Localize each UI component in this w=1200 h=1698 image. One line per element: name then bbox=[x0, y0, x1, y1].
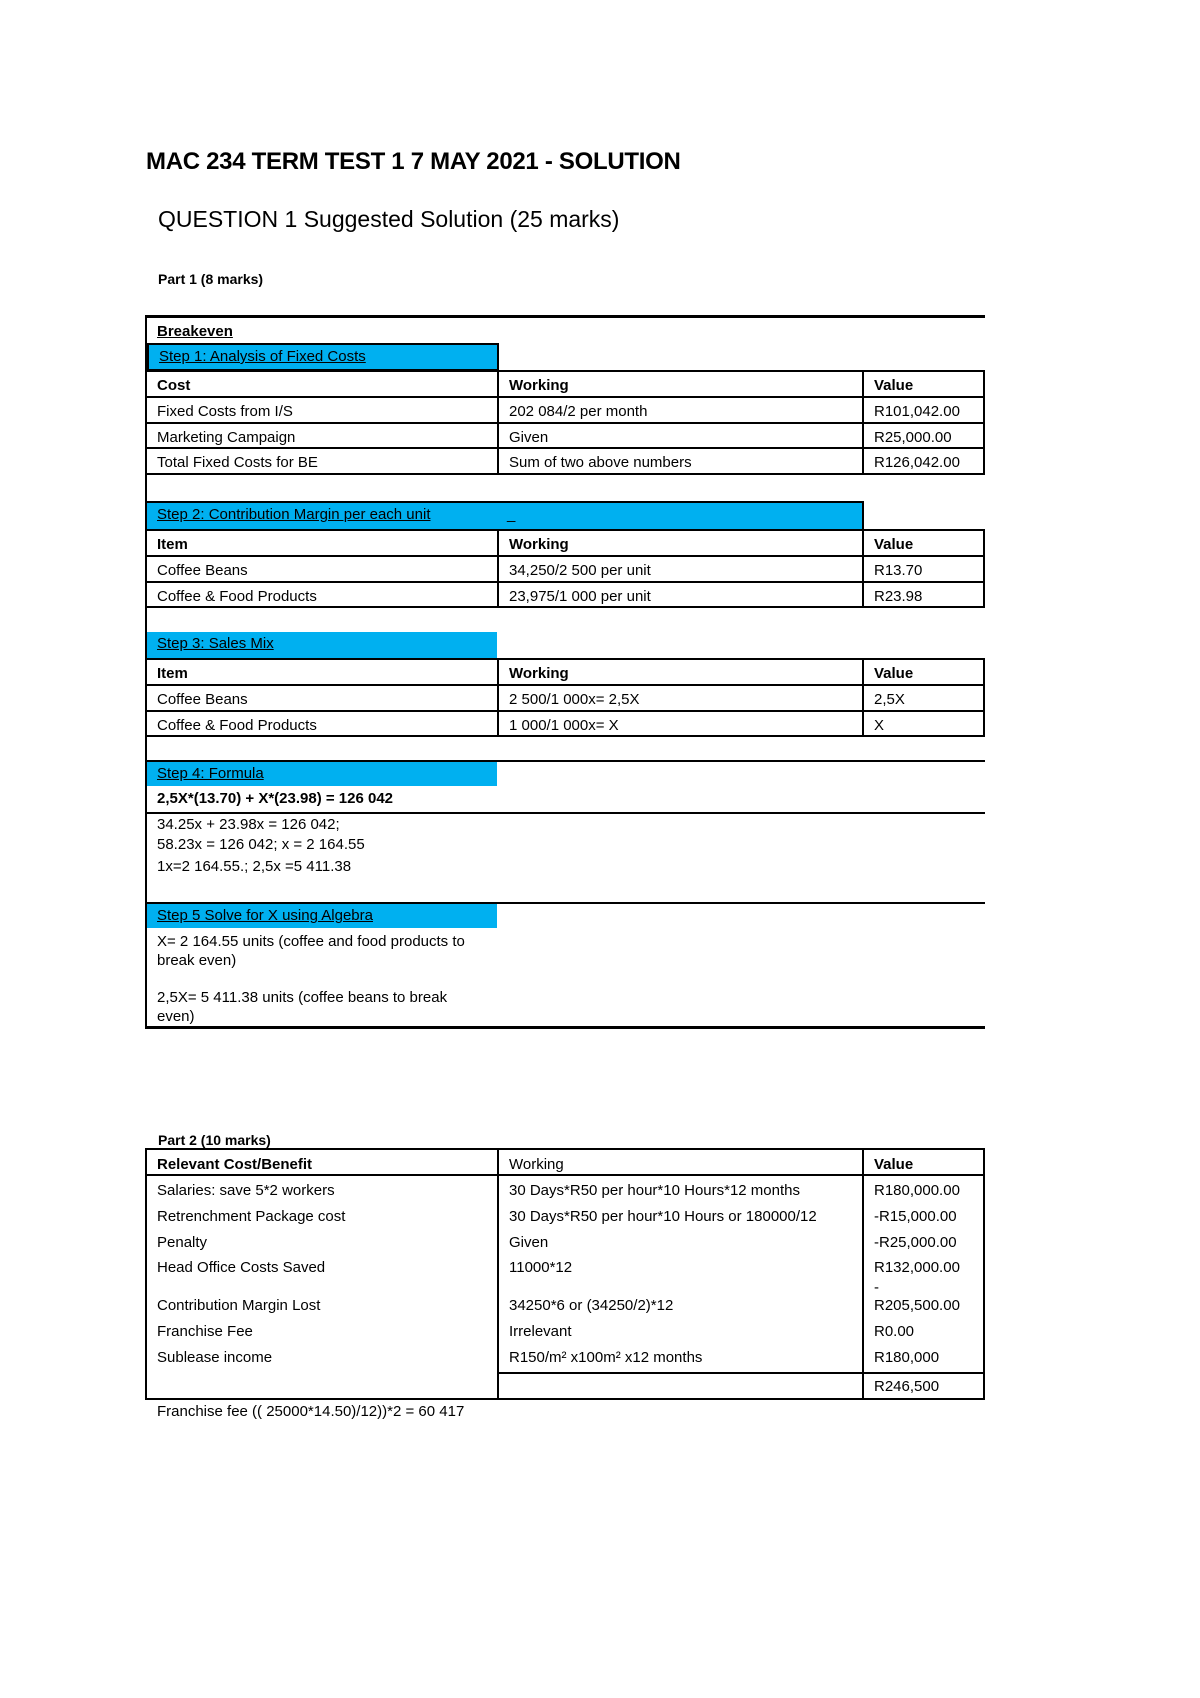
cell-item: Coffee Beans bbox=[157, 562, 248, 579]
cell-value: R132,000.00 bbox=[874, 1259, 960, 1276]
cell-item: Head Office Costs Saved bbox=[157, 1259, 326, 1276]
cell-value: R205,500.00 bbox=[874, 1297, 960, 1314]
question-title: QUESTION 1 Suggested Solution (25 marks) bbox=[158, 206, 620, 232]
grid-line bbox=[147, 529, 985, 531]
grid-line bbox=[862, 501, 864, 529]
cell-value: 2,5X bbox=[874, 691, 905, 708]
step2-header-value: Value bbox=[874, 536, 914, 553]
grid-line bbox=[497, 1372, 985, 1374]
step1-header-value: Value bbox=[874, 377, 914, 394]
cell-value: R0.00 bbox=[874, 1323, 915, 1340]
cell-value: R25,000.00 bbox=[874, 429, 952, 446]
grid-line bbox=[147, 370, 985, 372]
part1-bottom-border bbox=[145, 1026, 985, 1029]
step4-line3: 1x=2 164.55.; 2,5x =5 411.38 bbox=[157, 858, 352, 875]
grid-line bbox=[147, 473, 985, 475]
cell-value: R126,042.00 bbox=[874, 454, 960, 471]
step2-label-text: Step 2: Contribution Margin per each unit bbox=[157, 506, 431, 523]
cell-working: 34,250/2 500 per unit bbox=[509, 562, 651, 579]
part2-header-relevant: Relevant Cost/Benefit bbox=[157, 1156, 313, 1173]
step3-header-value: Value bbox=[874, 665, 914, 682]
grid-line bbox=[147, 710, 985, 712]
part2-header-working: Working bbox=[509, 1156, 564, 1173]
step4-label: Step 4: Formula bbox=[147, 762, 497, 786]
cell-item: Franchise Fee bbox=[157, 1323, 253, 1340]
step2-header-working: Working bbox=[509, 536, 569, 553]
step5-label: Step 5 Solve for X using Algebra bbox=[147, 904, 497, 928]
grid-line bbox=[147, 658, 985, 660]
part2-header-value: Value bbox=[874, 1156, 914, 1173]
cell-item: Retrenchment Package cost bbox=[157, 1208, 346, 1225]
cm-lost-dash: - bbox=[874, 1279, 879, 1296]
step3-header-working: Working bbox=[509, 665, 569, 682]
cell-value: R23.98 bbox=[874, 588, 923, 605]
cell-working: 202 084/2 per month bbox=[509, 403, 648, 420]
grid-line bbox=[147, 555, 985, 557]
step4-formula: 2,5X*(13.70) + X*(23.98) = 126 042 bbox=[157, 790, 394, 807]
cell-working: Given bbox=[509, 429, 549, 446]
step3-header-item: Item bbox=[157, 665, 188, 682]
cell-value: R180,000 bbox=[874, 1349, 940, 1366]
grid-line bbox=[983, 658, 985, 737]
document-title: MAC 234 TERM TEST 1 7 MAY 2021 - SOLUTION bbox=[146, 148, 681, 175]
cell-working: R150/m² x100m² x12 months bbox=[509, 1349, 703, 1366]
cell-working: Irrelevant bbox=[509, 1323, 572, 1340]
step5-text1: X= 2 164.55 units (coffee and food products to break even) bbox=[157, 933, 465, 969]
step3-label: Step 3: Sales Mix bbox=[147, 632, 497, 658]
cell-working: 1 000/1 000x= X bbox=[509, 717, 619, 734]
cell-working: 34250*6 or (34250/2)*12 bbox=[509, 1297, 674, 1314]
part2-total: R246,500 bbox=[874, 1378, 940, 1395]
cell-value: R180,000.00 bbox=[874, 1182, 960, 1199]
cell-value: -R25,000.00 bbox=[874, 1234, 957, 1251]
cell-value: R101,042.00 bbox=[874, 403, 960, 420]
cell-working: 23,975/1 000 per unit bbox=[509, 588, 651, 605]
cell-working: Given bbox=[509, 1234, 549, 1251]
step2-label bbox=[147, 503, 862, 529]
cell-item: Fixed Costs from I/S bbox=[157, 403, 293, 420]
step4-line2: 58.23x = 126 042; x = 2 164.55 bbox=[157, 836, 365, 853]
cell-item: Salaries: save 5*2 workers bbox=[157, 1182, 335, 1199]
grid-line bbox=[147, 422, 985, 424]
step5-text2: 2,5X= 5 411.38 units (coffee beans to break even) bbox=[157, 989, 448, 1025]
step1-label: Step 1: Analysis of Fixed Costs bbox=[147, 343, 499, 371]
step2-trail: _ bbox=[507, 506, 516, 523]
cell-item: Marketing Campaign bbox=[157, 429, 296, 446]
cell-working: 30 Days*R50 per hour*10 Hours*12 months bbox=[509, 1182, 800, 1199]
grid-line bbox=[983, 529, 985, 608]
cell-item: Coffee & Food Products bbox=[157, 588, 317, 605]
cell-item: Total Fixed Costs for BE bbox=[157, 454, 318, 471]
cell-item: Sublease income bbox=[157, 1349, 273, 1366]
franchise-fee-note: Franchise fee (( 25000*14.50)/12))*2 = 60 417 bbox=[157, 1403, 465, 1420]
grid-line bbox=[147, 684, 985, 686]
cell-item: Penalty bbox=[157, 1234, 208, 1251]
grid-line bbox=[147, 396, 985, 398]
step1-header-cost: Cost bbox=[157, 377, 191, 394]
cell-working: 2 500/1 000x= 2,5X bbox=[509, 691, 640, 708]
part2-label: Part 2 (10 marks) bbox=[158, 1132, 271, 1148]
cell-item: Coffee & Food Products bbox=[157, 717, 317, 734]
cell-value: X bbox=[874, 717, 885, 734]
part1-top-border bbox=[145, 315, 985, 318]
step1-header-working: Working bbox=[509, 377, 569, 394]
cell-working: 30 Days*R50 per hour*10 Hours or 180000/12 bbox=[509, 1208, 817, 1225]
step2-header-item: Item bbox=[157, 536, 188, 553]
cell-working: 11000*12 bbox=[509, 1259, 573, 1276]
cell-working: Sum of two above numbers bbox=[509, 454, 692, 471]
cell-item: Contribution Margin Lost bbox=[157, 1297, 321, 1314]
cell-value: R13.70 bbox=[874, 562, 923, 579]
step4-line1: 34.25x + 23.98x = 126 042; bbox=[157, 816, 340, 833]
breakeven-heading: Breakeven bbox=[157, 323, 233, 340]
grid-line bbox=[983, 370, 985, 475]
cell-item: Coffee Beans bbox=[157, 691, 248, 708]
part1-label: Part 1 (8 marks) bbox=[158, 271, 264, 287]
cell-value: -R15,000.00 bbox=[874, 1208, 957, 1225]
grid-line bbox=[147, 581, 985, 583]
